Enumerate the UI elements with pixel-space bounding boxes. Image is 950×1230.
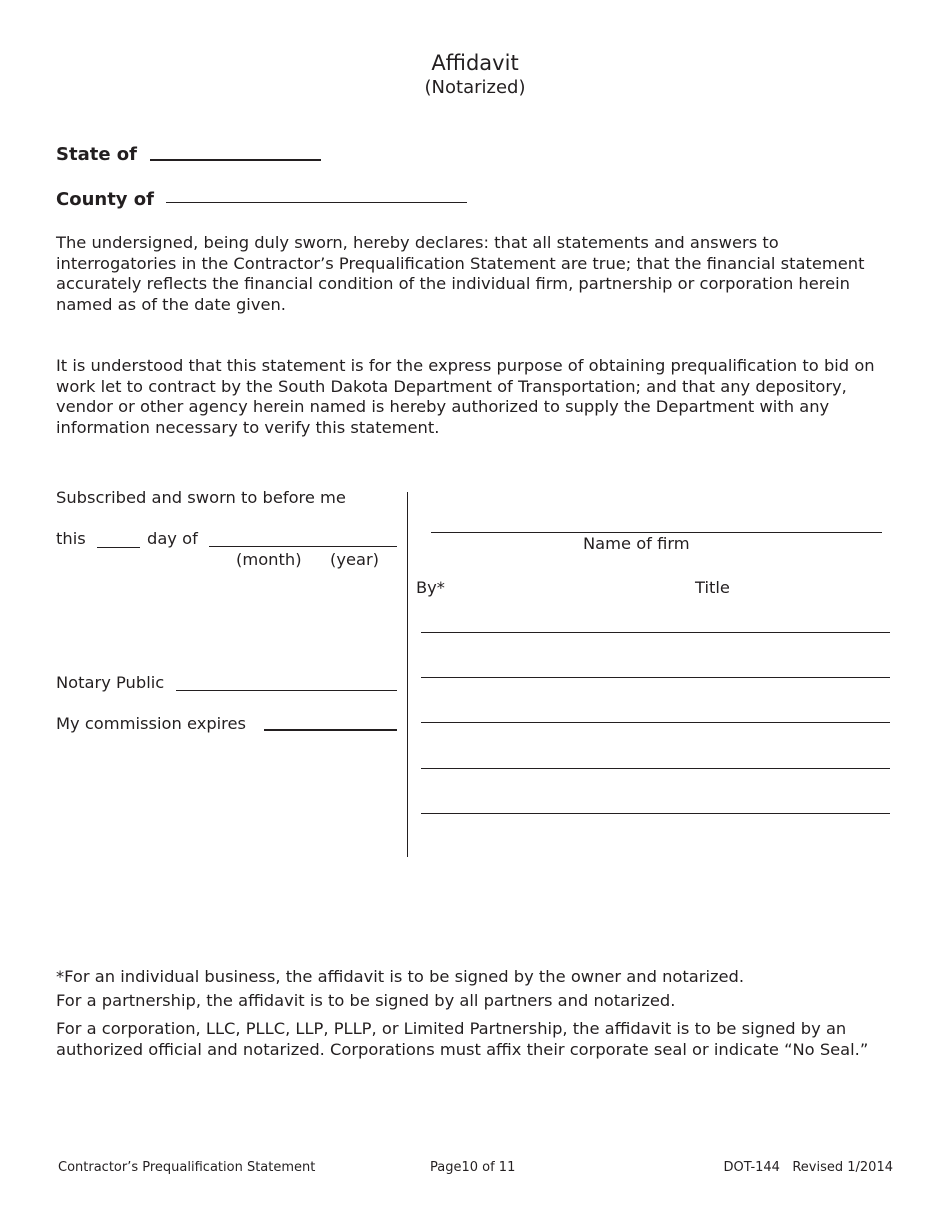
page-subtitle: (Notarized) — [424, 77, 526, 98]
column-divider — [407, 492, 408, 857]
month-label: (month) — [236, 550, 302, 569]
signature-line-1[interactable] — [421, 632, 890, 633]
note-partnership: For a partnership, the affidavit is to be signed by all partners and notarized. — [56, 991, 676, 1010]
footer-page-number: Page10 of 11 — [430, 1160, 516, 1175]
notary-public-label: Notary Public — [56, 673, 165, 692]
footer-left: Contractor’s Prequalification Statement — [58, 1160, 316, 1175]
county-label: County of — [56, 189, 155, 210]
signature-line-2[interactable] — [421, 677, 890, 678]
year-label: (year) — [330, 550, 380, 569]
footer-form-id: DOT-144 Revised 1/2014 — [723, 1160, 893, 1175]
commission-field[interactable] — [264, 729, 397, 731]
signature-line-5[interactable] — [421, 813, 890, 814]
firm-name-field[interactable] — [431, 532, 882, 533]
day-field[interactable] — [97, 547, 140, 548]
county-field[interactable] — [166, 202, 467, 203]
title-label: Title — [695, 578, 730, 597]
state-field[interactable] — [150, 159, 321, 161]
this-text: this — [56, 529, 86, 548]
note-corporation: For a corporation, LLC, PLLC, LLP, PLLP, or Limited Partnership, the affidavit is to be signed by an authorized official and notarized. Corporations must affix their corporate seal or indicate “No Seal.” — [56, 1019, 869, 1059]
notary-public-field[interactable] — [176, 690, 397, 691]
page-title: Affidavit — [431, 51, 519, 75]
declaration-paragraph: The undersigned, being duly sworn, hereby declares: that all statements and answers to interrogatories in the Contractor’s Prequalification Statement are true; that the financial statement accurately reflects the financial condition of the individual firm, partnership or corporation herein named as of the date given. — [56, 233, 865, 314]
note-individual: *For an individual business, the affidavit is to be signed by the owner and notarized. — [56, 967, 745, 986]
month-year-field[interactable] — [209, 546, 397, 547]
state-label: State of — [56, 144, 137, 165]
subscribed-text: Subscribed and sworn to before me — [56, 488, 346, 507]
name-of-firm-label: Name of firm — [583, 534, 690, 553]
purpose-paragraph: It is understood that this statement is for the express purpose of obtaining prequalification to bid on work let to contract by the South Dakota Department of Transportation; and that any depository, vendor or other agency herein named is hereby authorized to supply the Department with any information necessary to verify this statement. — [56, 356, 875, 437]
signature-line-3[interactable] — [421, 722, 890, 723]
day-of-text: day of — [147, 529, 198, 548]
commission-label: My commission expires — [56, 714, 247, 733]
signature-line-4[interactable] — [421, 768, 890, 769]
by-label: By* — [416, 578, 445, 597]
